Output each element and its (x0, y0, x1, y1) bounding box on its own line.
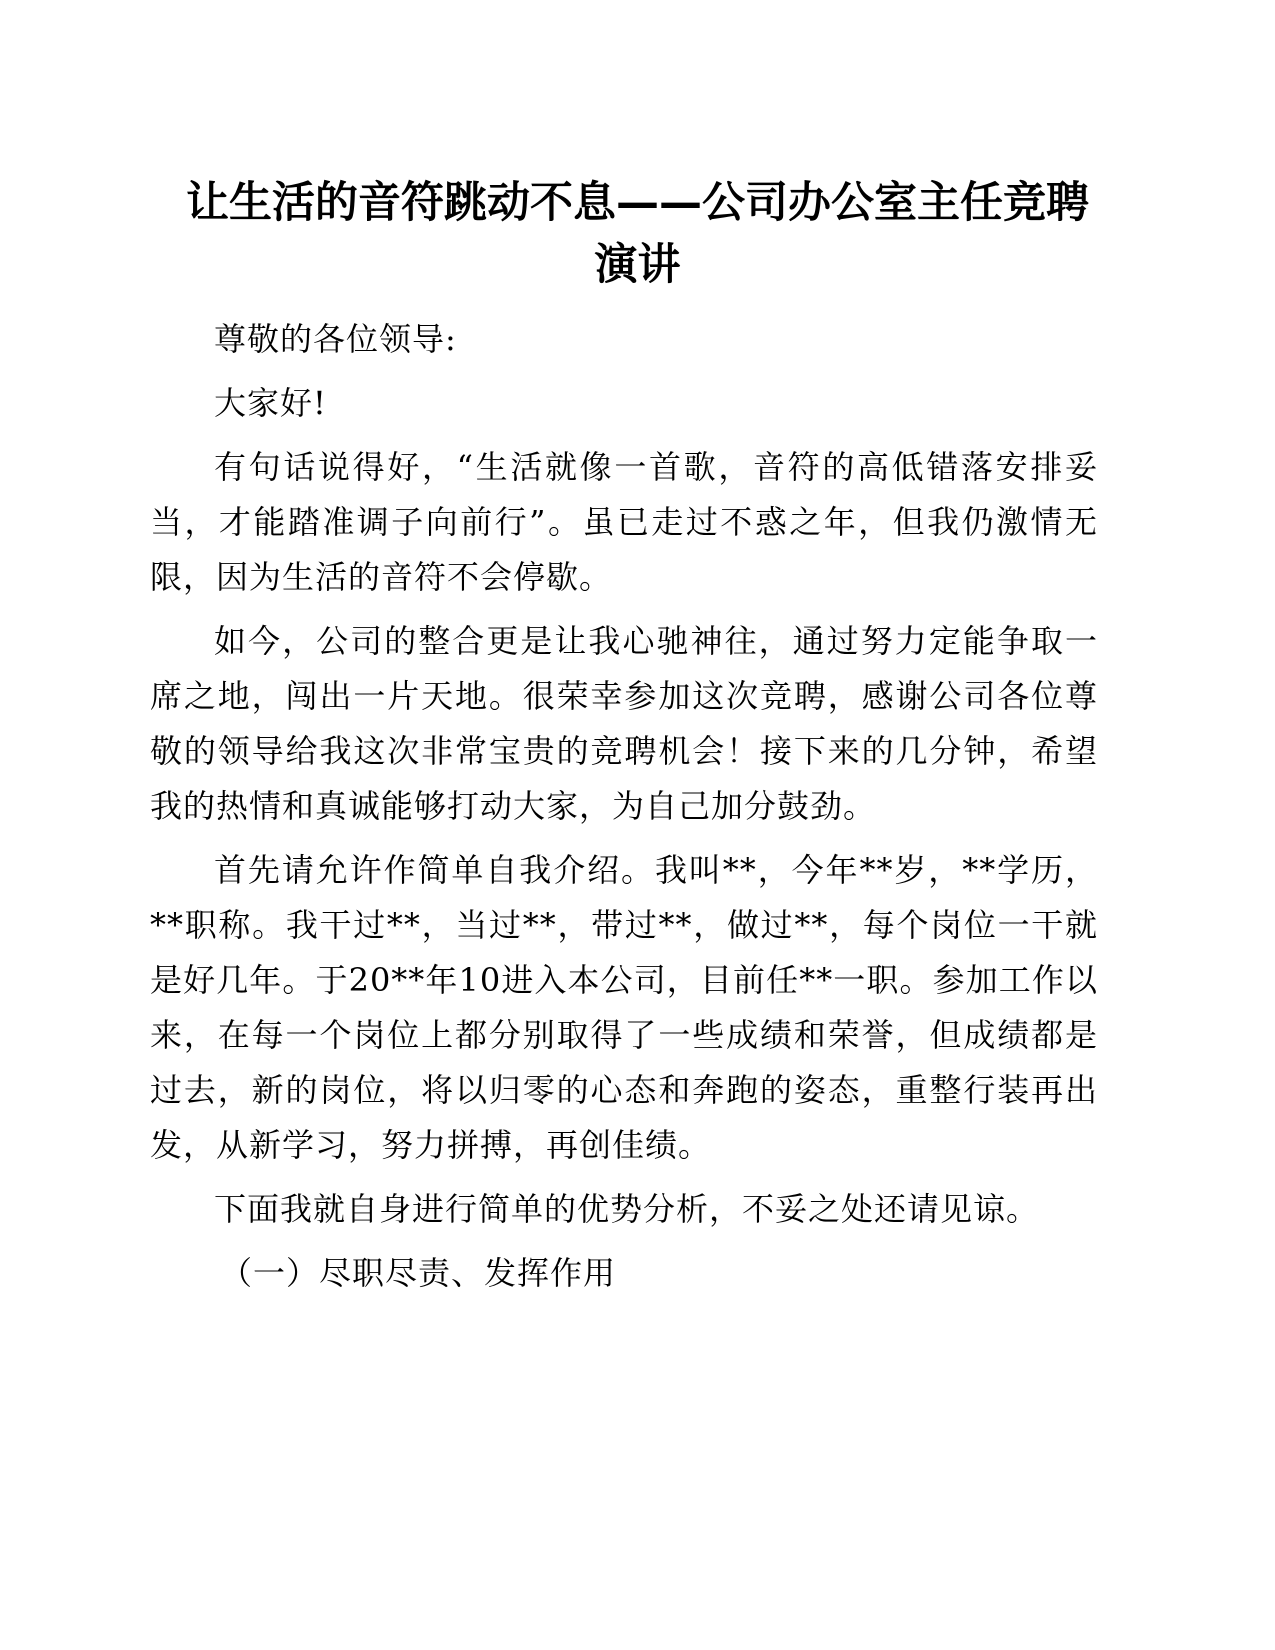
paragraph-2: 如今，公司的整合更是让我心驰神往，通过努力定能争取一席之地，闯出一片天地。很荣幸参加这次竞聘，感谢公司各位尊敬的领导给我这次非常宝贵的竞聘机会！接下来的几分钟，希望我的热情和真诚能够打动大家，为自己加分鼓劲。 (150, 622, 1098, 825)
section-heading: （一）尽职尽责、发挥作用 (220, 1254, 617, 1292)
paragraph-3: 首先请允许作简单自我介绍。我叫**，今年**岁，**学历，**职称。我干过**，当过**，带过**，做过**，每个岗位一干就是好几年。于20**年10进入本公司，目前任**一职。参加工作以来，在每一个岗位上都分别取得了一些成绩和荣誉，但成绩都是过去，新的岗位，将以归零的心态和奔跑的姿态，重整行装再出发，从新学习，努力拼搏，再创佳绩。 (150, 851, 1098, 1164)
title-line-1: 让生活的音符跳动不息——公司办公室主任竞聘 (186, 178, 1089, 228)
document-body (150, 312, 1098, 1301)
salutation: 尊敬的各位领导: (214, 320, 457, 358)
title-line-2: 演讲 (594, 240, 681, 290)
page-title (150, 172, 1125, 296)
paragraph-4: 下面我就自身进行简单的优势分析，不妥之处还请见谅。 (214, 1190, 1040, 1228)
paragraph-1: 有句话说得好，“生活就像一首歌，音符的高低错落安排妥当，才能踏准调子向前行”。虽已走过不惑之年，但我仍激情无限，因为生活的音符不会停歇。 (150, 448, 1098, 596)
greeting: 大家好! (214, 384, 327, 422)
